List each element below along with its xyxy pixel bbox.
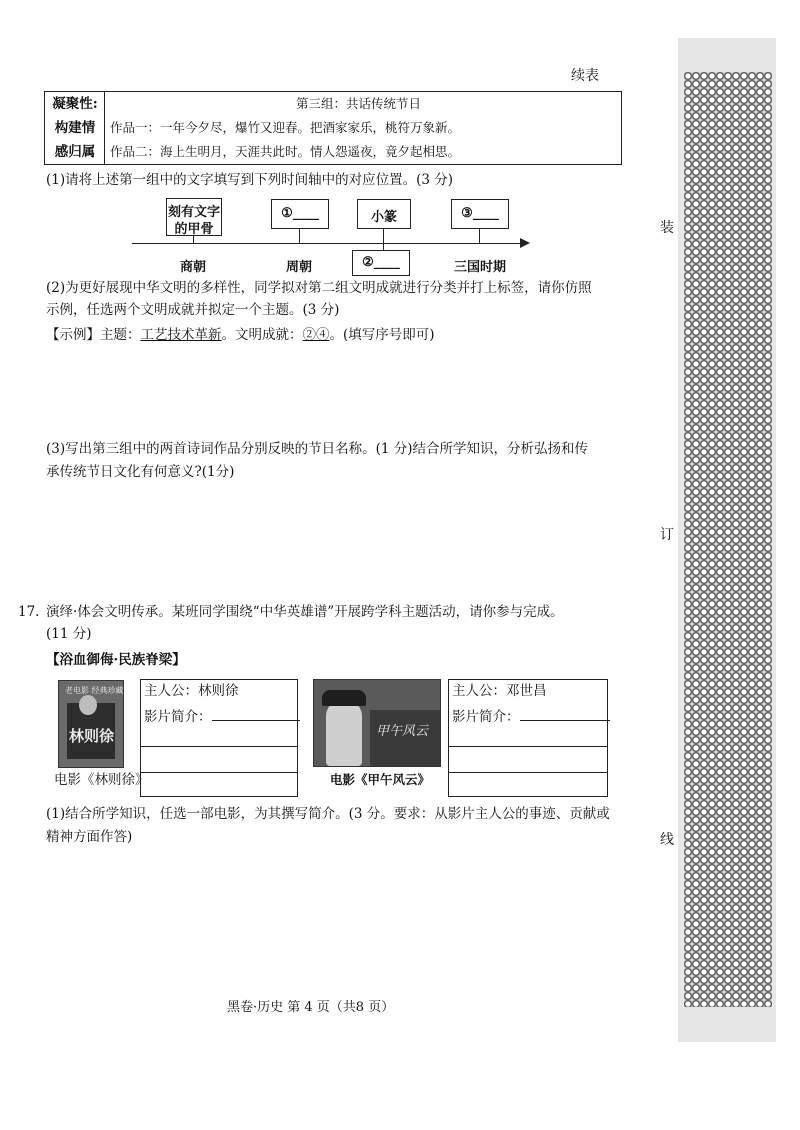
timeline-blank-3-label: ③____ [461, 206, 499, 221]
binding-label-zhuang: 装 [660, 220, 674, 236]
question-17-section: 【浴血御侮·民族脊梁】 [46, 652, 186, 668]
movie-2-intro-label: 影片简介： [452, 709, 520, 725]
movie-1-intro-label: 影片简介： [144, 709, 212, 725]
timeline-arrow [520, 238, 530, 248]
example-items: ②④ [302, 327, 330, 343]
question-2-line-2: 示例，任选两个文明成就并拟定一个主题。(3 分) [46, 302, 340, 318]
question-2-line-1: (2)为更好展现中华文明的多样性，同学拟对第二组文明成就进行分类并打上标签，请你仿照 [46, 280, 592, 296]
example-mid: 。文明成就： [221, 327, 303, 343]
question-17-1-line-2: 精神方面作答) [46, 829, 133, 845]
poster-header: 老电影 经典珍藏 [65, 686, 124, 695]
timeline-label-sanguo: 三国时期 [453, 260, 506, 275]
timeline-tick-qin [383, 229, 384, 250]
table-left-line-1: 凝聚性: [52, 96, 98, 112]
question-17-line-2: (11 分) [46, 626, 92, 642]
movie-1-protagonist: 主人公：林则徐 [144, 683, 239, 699]
movie-1-intro-blank[interactable] [212, 706, 300, 721]
table-divider [104, 91, 105, 165]
timeline-axis [132, 243, 522, 244]
question-2-example [46, 327, 435, 343]
table-left-line-3: 感归属 [54, 144, 96, 160]
question-17-line-1: 演绎·体会文明传承。某班同学围绕“中华英雄谱”开展跨学科主题活动，请你参与完成。 [46, 604, 564, 620]
timeline-tick-zhou [299, 229, 300, 243]
example-theme: 工艺技术革新 [140, 327, 222, 343]
table-work-1: 作品一：一年今夕尽，爆竹又迎春。把酒家家乐，桃符万象新。 [110, 120, 461, 135]
question-17-number: 17. [18, 604, 40, 620]
timeline-tick-sanguo [479, 229, 480, 243]
movie-caption-2: 电影《甲午风云》 [330, 772, 431, 787]
example-suffix: 。(填写序号即可) [329, 327, 435, 343]
timeline-blank-2-label: ②____ [362, 255, 400, 270]
movie-poster-jiawu [313, 679, 441, 767]
question-3-line-2: 承传统节日文化有何意义?(1分) [46, 464, 235, 480]
movie-2-intro-blank[interactable] [520, 706, 610, 721]
table-work-2: 作品二：海上生明月，天涯共此时。情人怨遥夜，竟夕起相思。 [110, 144, 461, 159]
movie-caption-1: 电影《林则徐》 [54, 772, 149, 788]
table-left-line-2: 构建情 [54, 120, 96, 136]
movie-poster-lin-zexu [58, 680, 124, 768]
timeline-xiaozhuan-label: 小篆 [370, 210, 397, 225]
question-1: (1)请将上述第一组中的文字填写到下列时间轴中的对应位置。(3 分) [46, 172, 454, 188]
movie-2-protagonist: 主人公：邓世昌 [452, 683, 547, 699]
example-prefix: 【示例】主题： [46, 327, 141, 343]
question-17-1-line-1: (1)结合所学知识，任选一部电影，为其撰写简介。(3 分。要求：从影片主人公的事迹、贡献或 [46, 806, 610, 822]
question-3-line-1: (3)写出第三组中的两首诗词作品分别反映的节日名称。(1 分)结合所学知识，分析弘扬和传 [46, 441, 589, 457]
page-footer: 黑卷·历史 第 4 页（共8 页） [227, 1000, 395, 1015]
timeline-blank-1-label: ①____ [281, 206, 319, 221]
continued-label: 续表 [571, 68, 599, 84]
timeline-box-text-2: 的甲骨 [174, 222, 214, 237]
timeline-box-text-1: 刻有文字 [167, 205, 220, 220]
poster-title: 林则徐 [69, 727, 115, 745]
table-group-title: 第三组：共话传统节日 [296, 96, 422, 111]
timeline-label-shang: 商朝 [179, 260, 206, 275]
poster-title-2: 甲午风云 [376, 724, 429, 739]
binding-pattern [684, 72, 772, 1007]
binding-label-ding: 订 [660, 527, 674, 543]
movie-2-intro [452, 706, 610, 725]
movie-1-intro [144, 706, 300, 725]
timeline-label-zhou: 周朝 [285, 260, 312, 275]
binding-label-xian: 线 [660, 832, 674, 848]
